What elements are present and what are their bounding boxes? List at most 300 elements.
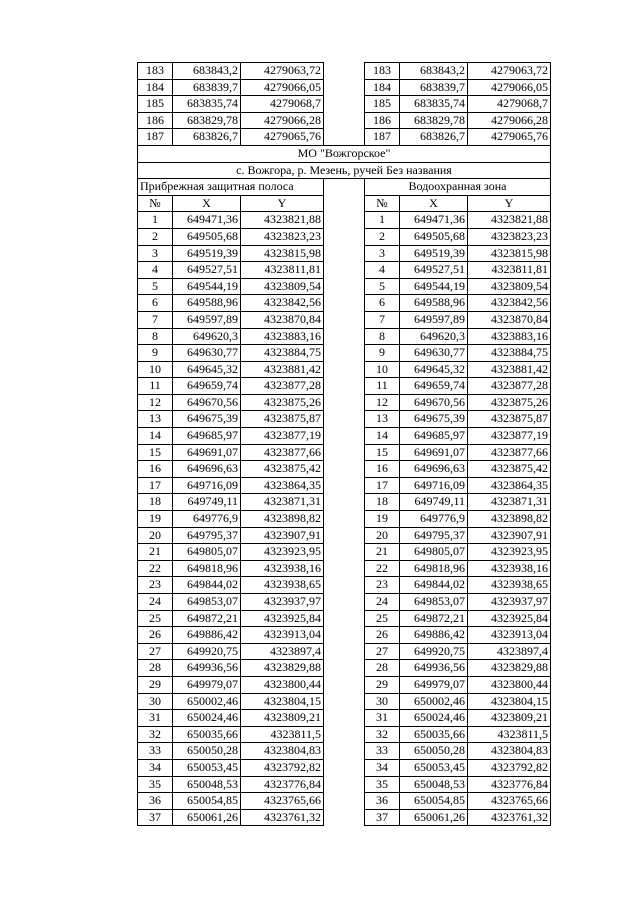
left-point-number: 32: [138, 726, 173, 743]
right-y-value: 4279065,76: [468, 129, 551, 146]
right-y-value: 4323765,66: [468, 793, 551, 810]
column-gap: [324, 693, 365, 710]
table-row: [138, 809, 551, 826]
left-x-value: 650050,28: [173, 743, 241, 760]
left-x-value: 650002,46: [173, 693, 241, 710]
right-point-number: 25: [365, 610, 400, 627]
left-y-value: 4323897,4: [241, 643, 324, 660]
left-y-value: 4323938,16: [241, 560, 324, 577]
right-x-value: 649471,36: [400, 212, 468, 229]
right-point-number: 15: [365, 444, 400, 461]
left-x-value: 649519,39: [173, 245, 241, 262]
right-point-number: 187: [365, 129, 400, 146]
right-y-value: 4323800,44: [468, 676, 551, 693]
right-y-value: 4323809,21: [468, 710, 551, 727]
right-x-value: 649691,07: [400, 444, 468, 461]
left-y-value: 4323923,95: [241, 544, 324, 561]
right-x-value: 649620,3: [400, 328, 468, 345]
right-x-value: 649696,63: [400, 461, 468, 478]
table-row: [138, 378, 551, 395]
table-row: [138, 660, 551, 677]
left-x-value: 649544,19: [173, 278, 241, 295]
right-point-number: 14: [365, 428, 400, 445]
right-y-value: 4323829,88: [468, 660, 551, 677]
right-y-value: 4323864,35: [468, 477, 551, 494]
left-y-value: 4279066,05: [241, 79, 324, 96]
left-x-value: 649936,56: [173, 660, 241, 677]
right-point-number: 31: [365, 710, 400, 727]
right-point-number: 7: [365, 311, 400, 328]
left-point-number: 35: [138, 776, 173, 793]
right-y-value: 4279068,7: [468, 96, 551, 113]
column-gap: [324, 63, 365, 80]
coordinates-table: [137, 62, 551, 826]
left-point-number: 185: [138, 96, 173, 113]
column-gap: [324, 112, 365, 129]
left-header-x: X: [173, 195, 241, 212]
left-x-value: 649696,63: [173, 461, 241, 478]
table-row: [138, 743, 551, 760]
table-row: [138, 262, 551, 279]
left-y-value: 4323761,32: [241, 809, 324, 826]
left-x-value: 649691,07: [173, 444, 241, 461]
table-row: [138, 461, 551, 478]
right-x-value: 649795,37: [400, 527, 468, 544]
left-point-number: 21: [138, 544, 173, 561]
column-gap: [324, 96, 365, 113]
left-y-value: 4323871,31: [241, 494, 324, 511]
left-y-value: 4323877,66: [241, 444, 324, 461]
left-x-value: 649670,56: [173, 394, 241, 411]
left-y-value: 4323804,83: [241, 743, 324, 760]
left-x-value: 650053,45: [173, 759, 241, 776]
left-x-value: 649675,39: [173, 411, 241, 428]
column-gap: [324, 643, 365, 660]
right-x-value: 649588,96: [400, 295, 468, 312]
left-point-number: 27: [138, 643, 173, 660]
left-y-value: 4323811,81: [241, 262, 324, 279]
left-point-number: 18: [138, 494, 173, 511]
left-y-value: 4323809,54: [241, 278, 324, 295]
left-x-value: 649886,42: [173, 627, 241, 644]
left-y-value: 4323907,91: [241, 527, 324, 544]
table-row: [138, 245, 551, 262]
table-row: [138, 428, 551, 445]
left-x-value: 649844,02: [173, 577, 241, 594]
left-x-value: 649872,21: [173, 610, 241, 627]
right-y-value: 4323870,84: [468, 311, 551, 328]
right-header-x: X: [400, 195, 468, 212]
right-y-value: 4323871,31: [468, 494, 551, 511]
column-gap: [324, 759, 365, 776]
left-x-value: 683826,7: [173, 129, 241, 146]
left-y-value: 4323881,42: [241, 361, 324, 378]
column-gap: [324, 245, 365, 262]
left-point-number: 29: [138, 676, 173, 693]
right-x-value: 650061,26: [400, 809, 468, 826]
right-point-number: 23: [365, 577, 400, 594]
left-point-number: 186: [138, 112, 173, 129]
right-y-value: 4323923,95: [468, 544, 551, 561]
right-x-value: 650050,28: [400, 743, 468, 760]
column-gap: [324, 461, 365, 478]
right-point-number: 11: [365, 378, 400, 395]
column-gap: [324, 345, 365, 362]
left-x-value: 683829,78: [173, 112, 241, 129]
right-point-number: 37: [365, 809, 400, 826]
left-x-value: 650024,46: [173, 710, 241, 727]
column-gap: [324, 809, 365, 826]
left-y-value: 4323776,84: [241, 776, 324, 793]
table-row: [138, 577, 551, 594]
right-point-number: 184: [365, 79, 400, 96]
right-y-value: 4323776,84: [468, 776, 551, 793]
left-x-value: 649749,11: [173, 494, 241, 511]
table-row: [138, 361, 551, 378]
left-point-number: 1: [138, 212, 173, 229]
right-x-value: 649805,07: [400, 544, 468, 561]
left-x-value: 650061,26: [173, 809, 241, 826]
right-point-number: 8: [365, 328, 400, 345]
table-row: [138, 345, 551, 362]
right-y-value: 4323815,98: [468, 245, 551, 262]
left-x-value: 649776,9: [173, 511, 241, 528]
table-row: [138, 759, 551, 776]
right-y-value: 4323877,19: [468, 428, 551, 445]
right-y-value: 4323875,26: [468, 394, 551, 411]
right-y-value: 4323898,82: [468, 511, 551, 528]
right-point-number: 34: [365, 759, 400, 776]
right-point-number: 19: [365, 511, 400, 528]
table-row: [138, 328, 551, 345]
right-x-value: 649886,42: [400, 627, 468, 644]
left-x-value: 649645,32: [173, 361, 241, 378]
right-point-number: 33: [365, 743, 400, 760]
column-gap: [324, 511, 365, 528]
right-x-value: 650002,46: [400, 693, 468, 710]
table-row: [138, 295, 551, 312]
table-row: [138, 444, 551, 461]
column-gap: [324, 179, 365, 196]
right-y-value: 4323804,15: [468, 693, 551, 710]
left-point-number: 3: [138, 245, 173, 262]
left-point-number: 31: [138, 710, 173, 727]
left-y-value: 4323765,66: [241, 793, 324, 810]
right-x-value: 649527,51: [400, 262, 468, 279]
column-gap: [324, 494, 365, 511]
table-row: [138, 63, 551, 80]
right-header-num: №: [365, 195, 400, 212]
left-x-value: 649716,09: [173, 477, 241, 494]
left-x-value: 683839,7: [173, 79, 241, 96]
right-x-value: 649597,89: [400, 311, 468, 328]
left-y-value: 4279066,28: [241, 112, 324, 129]
left-y-value: 4323937,97: [241, 594, 324, 611]
table-row: [138, 693, 551, 710]
left-x-value: 650048,53: [173, 776, 241, 793]
left-x-value: 650035,66: [173, 726, 241, 743]
left-section-title: Прибрежная защитная полоса: [138, 179, 324, 196]
right-x-value: 649979,07: [400, 676, 468, 693]
left-x-value: 649818,96: [173, 560, 241, 577]
table-row: [138, 278, 551, 295]
column-gap: [324, 676, 365, 693]
left-point-number: 5: [138, 278, 173, 295]
table-row: [138, 477, 551, 494]
right-x-value: 683835,74: [400, 96, 468, 113]
left-x-value: 649853,07: [173, 594, 241, 611]
left-point-number: 19: [138, 511, 173, 528]
right-point-number: 1: [365, 212, 400, 229]
left-y-value: 4323800,44: [241, 676, 324, 693]
right-x-value: 650024,46: [400, 710, 468, 727]
left-y-value: 4323809,21: [241, 710, 324, 727]
column-gap: [324, 129, 365, 146]
left-x-value: 649630,77: [173, 345, 241, 362]
right-x-value: 649519,39: [400, 245, 468, 262]
left-y-value: 4323884,75: [241, 345, 324, 362]
column-gap: [324, 79, 365, 96]
right-point-number: 28: [365, 660, 400, 677]
left-point-number: 34: [138, 759, 173, 776]
left-y-value: 4323821,88: [241, 212, 324, 229]
right-x-value: 650035,66: [400, 726, 468, 743]
right-x-value: 683826,7: [400, 129, 468, 146]
column-gap: [324, 544, 365, 561]
table-row: [138, 129, 551, 146]
section-header: [138, 145, 551, 211]
table-row: [138, 494, 551, 511]
left-point-number: 15: [138, 444, 173, 461]
right-y-value: 4323877,28: [468, 378, 551, 395]
right-point-number: 4: [365, 262, 400, 279]
left-x-value: 649597,89: [173, 311, 241, 328]
left-point-number: 7: [138, 311, 173, 328]
right-y-value: 4323881,42: [468, 361, 551, 378]
left-point-number: 12: [138, 394, 173, 411]
column-gap: [324, 560, 365, 577]
right-point-number: 18: [365, 494, 400, 511]
left-x-value: 683835,74: [173, 96, 241, 113]
right-point-number: 183: [365, 63, 400, 80]
column-gap: [324, 361, 365, 378]
left-y-value: 4323875,87: [241, 411, 324, 428]
right-y-value: 4323811,5: [468, 726, 551, 743]
left-point-number: 25: [138, 610, 173, 627]
right-x-value: 649645,32: [400, 361, 468, 378]
column-gap: [324, 195, 365, 212]
left-y-value: 4323842,56: [241, 295, 324, 312]
right-y-value: 4323875,87: [468, 411, 551, 428]
right-y-value: 4323925,84: [468, 610, 551, 627]
right-x-value: 649920,75: [400, 643, 468, 660]
column-gap: [324, 328, 365, 345]
left-y-value: 4323913,04: [241, 627, 324, 644]
right-x-value: 683843,2: [400, 63, 468, 80]
left-y-value: 4323875,26: [241, 394, 324, 411]
top-rows: [138, 63, 551, 146]
table-row: [138, 228, 551, 245]
left-y-value: 4323877,28: [241, 378, 324, 395]
column-gap: [324, 726, 365, 743]
right-y-value: 4323897,4: [468, 643, 551, 660]
left-point-number: 24: [138, 594, 173, 611]
left-x-value: 649527,51: [173, 262, 241, 279]
right-x-value: 649749,11: [400, 494, 468, 511]
right-x-value: 649670,56: [400, 394, 468, 411]
right-y-value: 4279063,72: [468, 63, 551, 80]
right-point-number: 30: [365, 693, 400, 710]
right-x-value: 683839,7: [400, 79, 468, 96]
left-x-value: 649505,68: [173, 228, 241, 245]
right-x-value: 683829,78: [400, 112, 468, 129]
column-gap: [324, 262, 365, 279]
right-x-value: 649544,19: [400, 278, 468, 295]
column-gap: [324, 527, 365, 544]
left-point-number: 23: [138, 577, 173, 594]
left-x-value: 649805,07: [173, 544, 241, 561]
column-gap: [324, 444, 365, 461]
left-y-value: 4323811,5: [241, 726, 324, 743]
right-point-number: 32: [365, 726, 400, 743]
right-header-y: Y: [468, 195, 551, 212]
right-y-value: 4323883,16: [468, 328, 551, 345]
left-x-value: 649588,96: [173, 295, 241, 312]
column-gap: [324, 577, 365, 594]
right-point-number: 26: [365, 627, 400, 644]
left-point-number: 183: [138, 63, 173, 80]
right-y-value: 4323804,83: [468, 743, 551, 760]
column-gap: [324, 378, 365, 395]
right-point-number: 2: [365, 228, 400, 245]
table-row: [138, 676, 551, 693]
left-x-value: 649620,3: [173, 328, 241, 345]
left-x-value: 649659,74: [173, 378, 241, 395]
column-gap: [324, 627, 365, 644]
right-x-value: 649853,07: [400, 594, 468, 611]
left-y-value: 4279068,7: [241, 96, 324, 113]
table-row: [138, 594, 551, 611]
left-x-value: 649920,75: [173, 643, 241, 660]
left-point-number: 187: [138, 129, 173, 146]
right-point-number: 186: [365, 112, 400, 129]
left-y-value: 4279063,72: [241, 63, 324, 80]
column-gap: [324, 228, 365, 245]
left-point-number: 10: [138, 361, 173, 378]
column-gap: [324, 477, 365, 494]
right-point-number: 24: [365, 594, 400, 611]
column-gap: [324, 311, 365, 328]
right-point-number: 9: [365, 345, 400, 362]
left-point-number: 22: [138, 560, 173, 577]
right-point-number: 17: [365, 477, 400, 494]
right-y-value: 4323937,97: [468, 594, 551, 611]
table-row: [138, 627, 551, 644]
left-header-y: Y: [241, 195, 324, 212]
right-y-value: 4323821,88: [468, 212, 551, 229]
right-x-value: 649505,68: [400, 228, 468, 245]
left-header-num: №: [138, 195, 173, 212]
right-point-number: 29: [365, 676, 400, 693]
right-point-number: 12: [365, 394, 400, 411]
right-x-value: 649630,77: [400, 345, 468, 362]
right-point-number: 36: [365, 793, 400, 810]
table-row: [138, 79, 551, 96]
right-x-value: 650053,45: [400, 759, 468, 776]
left-y-value: 4323877,19: [241, 428, 324, 445]
right-x-value: 649844,02: [400, 577, 468, 594]
left-point-number: 20: [138, 527, 173, 544]
right-x-value: 649936,56: [400, 660, 468, 677]
left-x-value: 650054,85: [173, 793, 241, 810]
right-y-value: 4279066,05: [468, 79, 551, 96]
coordinate-rows: [138, 212, 551, 826]
right-y-value: 4323842,56: [468, 295, 551, 312]
left-point-number: 14: [138, 428, 173, 445]
table-row: [138, 411, 551, 428]
left-point-number: 28: [138, 660, 173, 677]
left-point-number: 4: [138, 262, 173, 279]
left-y-value: 4323870,84: [241, 311, 324, 328]
location-title: с. Вожгора, р. Мезень, ручей Без названия: [138, 162, 551, 179]
right-y-value: 4323809,54: [468, 278, 551, 295]
right-point-number: 27: [365, 643, 400, 660]
table-row: [138, 212, 551, 229]
left-x-value: 683843,2: [173, 63, 241, 80]
table-row: [138, 544, 551, 561]
right-point-number: 10: [365, 361, 400, 378]
table-row: [138, 527, 551, 544]
table-row: [138, 96, 551, 113]
right-point-number: 21: [365, 544, 400, 561]
right-point-number: 13: [365, 411, 400, 428]
right-y-value: 4323907,91: [468, 527, 551, 544]
table-row: [138, 511, 551, 528]
column-gap: [324, 394, 365, 411]
right-point-number: 35: [365, 776, 400, 793]
right-y-value: 4323913,04: [468, 627, 551, 644]
table-row: [138, 311, 551, 328]
right-y-value: 4323938,65: [468, 577, 551, 594]
column-gap: [324, 743, 365, 760]
table-row: [138, 112, 551, 129]
right-x-value: 649716,09: [400, 477, 468, 494]
left-y-value: 4279065,76: [241, 129, 324, 146]
left-point-number: 36: [138, 793, 173, 810]
column-gap: [324, 212, 365, 229]
right-point-number: 20: [365, 527, 400, 544]
left-point-number: 16: [138, 461, 173, 478]
left-point-number: 2: [138, 228, 173, 245]
left-point-number: 8: [138, 328, 173, 345]
left-y-value: 4323925,84: [241, 610, 324, 627]
column-gap: [324, 295, 365, 312]
column-gap: [324, 610, 365, 627]
column-gap: [324, 793, 365, 810]
left-y-value: 4323815,98: [241, 245, 324, 262]
table-row: [138, 394, 551, 411]
right-point-number: 5: [365, 278, 400, 295]
right-x-value: 650054,85: [400, 793, 468, 810]
right-section-title: Водоохранная зона: [365, 179, 551, 196]
right-x-value: 649872,21: [400, 610, 468, 627]
right-y-value: 4323761,32: [468, 809, 551, 826]
left-point-number: 33: [138, 743, 173, 760]
right-x-value: 649818,96: [400, 560, 468, 577]
left-point-number: 6: [138, 295, 173, 312]
column-gap: [324, 594, 365, 611]
right-point-number: 22: [365, 560, 400, 577]
